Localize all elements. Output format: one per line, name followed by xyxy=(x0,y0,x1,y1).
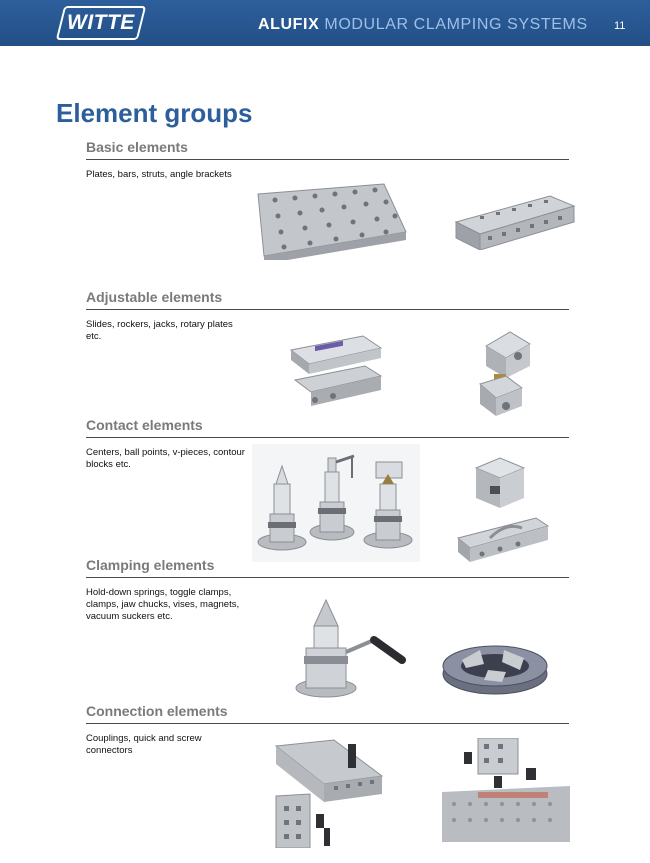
grid-plate-image xyxy=(250,180,410,260)
section-heading: Contact elements xyxy=(86,417,569,438)
connector-plate-image xyxy=(442,738,570,842)
slide-unit-image xyxy=(285,330,385,410)
section-heading: Basic elements xyxy=(86,139,569,160)
witte-logo xyxy=(56,6,146,40)
section-description: Hold-down springs, toggle clamps, clamps, jaw chucks, vises, magnets, vacuum suckers etc. xyxy=(86,587,240,622)
v-piece-image xyxy=(456,456,552,566)
logo-text: WITTE xyxy=(67,11,135,34)
section-heading: Clamping elements xyxy=(86,557,569,578)
section-description: Couplings, quick and screw connectors xyxy=(86,733,202,756)
section-basic-elements xyxy=(86,139,569,180)
coupling-bars-image xyxy=(274,736,386,848)
header-brand: ALUFIX xyxy=(258,16,320,33)
centers-image xyxy=(252,444,420,562)
jaw-chuck-image xyxy=(440,628,550,700)
section-heading: Connection elements xyxy=(86,703,569,724)
profile-bar-image xyxy=(450,190,580,250)
header-title xyxy=(258,16,588,34)
section-contact-elements xyxy=(86,417,569,470)
section-description: Plates, bars, struts, angle brackets xyxy=(86,169,232,180)
section-description: Centers, ball points, v-pieces, contour blocks etc. xyxy=(86,447,245,470)
section-heading: Adjustable elements xyxy=(86,289,569,310)
rocker-jack-image xyxy=(470,328,540,420)
section-adjustable-elements xyxy=(86,289,569,342)
section-clamping-elements xyxy=(86,557,569,622)
section-connection-elements xyxy=(86,703,569,756)
section-description: Slides, rockers, jacks, rotary plates etc. xyxy=(86,319,233,342)
page-number: 11 xyxy=(614,20,626,32)
toggle-clamp-image xyxy=(290,596,410,700)
header-title-rest: MODULAR CLAMPING SYSTEMS xyxy=(319,16,588,33)
header-bar xyxy=(0,0,650,46)
page-title: Element groups xyxy=(56,98,253,128)
